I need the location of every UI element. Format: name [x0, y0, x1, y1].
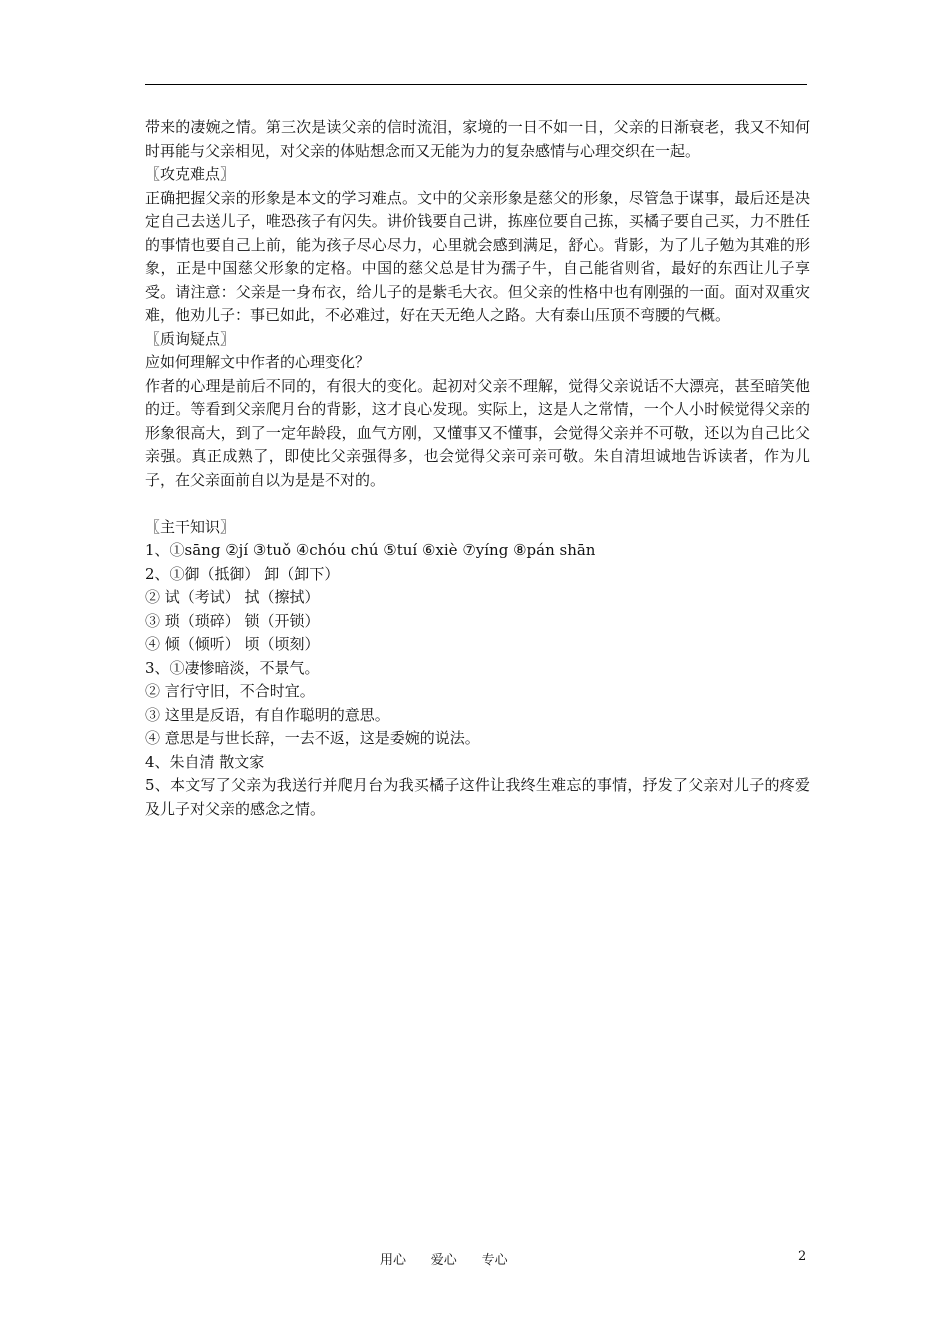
difficulty-heading: 〖攻克难点〗: [145, 165, 236, 183]
knowledge-line-5: ④ 倾（倾听） 顷（顷刻）: [145, 635, 320, 653]
question-text: 应如何理解文中作者的心理变化？: [145, 353, 371, 371]
knowledge-line-3: ② 试（考试） 拭（擦拭）: [145, 588, 320, 606]
blank-line: [145, 492, 810, 516]
knowledge-line-6: 3、①凄惨暗淡，不景气。: [145, 658, 320, 677]
knowledge-line-9: ④ 意思是与世长辞，一去不返，这是委婉的说法。: [145, 729, 480, 747]
knowledge-line-10: 4、朱自清 散文家: [145, 752, 265, 771]
knowledge-line-4: ③ 琐（琐碎） 锁（开锁）: [145, 611, 320, 630]
knowledge-line-1: 1、①sāng ②jí ③tuǒ ④chóu chú ⑤tuí ⑥xiè ⑦yíng ⑧pán shān: [145, 541, 596, 559]
knowledge-line-8: ③ 这里是反语，有自作聪明的意思。: [145, 705, 390, 724]
knowledge-line-7: ② 言行守旧，不合时宜。: [145, 682, 315, 700]
question-heading: 〖质询疑点〗: [145, 329, 236, 348]
difficulty-paragraph: 正确把握父亲的形象是本文的学习难点。文中的父亲形象是慈父的形象，尽管急于谋事，最后还是决定自己去送儿子，唯恐孩子有闪失。讲价钱要自己讲，拣座位要自己拣，买橘子要自己买，力不胜任的事情也要自己上前，能为孩子尽心尽力，心里就会感到满足，舒心。背影，为了儿子勉为其难的形象，正是中国慈父形象的定格。中国的慈父总是甘为孺子牛，自己能省则省，最好的东西让儿子享受。请注意：父亲是一身布衣，给儿子的是紫毛大衣。但父亲的性格中也有刚强的一面。面对双重灾难，他劝儿子：事已如此，不必难过，好在天无绝人之路。大有泰山压顶不弯腰的气概。: [145, 188, 810, 324]
knowledge-line-2: 2、①御（抵御） 卸（卸下）: [145, 564, 340, 583]
intro-paragraph-end: 带来的凄婉之情。第三次是读父亲的信时流泪，家境的一日不如一日，父亲的日渐衰老，我又不知何时再能与父亲相见，对父亲的体贴想念而又无能为力的复杂感情与心理交织在一起。: [145, 118, 810, 160]
page-number: 2: [798, 1249, 807, 1264]
document-body: [145, 116, 810, 821]
footer-motto: 用心 爱心 专心: [380, 1253, 508, 1268]
page-footer: [0, 1249, 950, 1269]
header-rule: [145, 84, 807, 85]
knowledge-heading: 〖主干知识〗: [145, 517, 236, 536]
answer-paragraph: 作者的心理是前后不同的，有很大的变化。起初对父亲不理解，觉得父亲说话不大漂亮，甚至暗笑他的迂。等看到父亲爬月台的背影，这才良心发现。实际上，这是人之常情，一个人小时候觉得父亲的形象很高大，到了一定年龄段，血气方刚，又懂事又不懂事，会觉得父亲并不可敬，还以为自己比父亲强。真正成熟了，即使比父亲强得多，也会觉得父亲可亲可敬。朱自清坦诚地告诉读者，作为儿子，在父亲面前自以为是是不对的。: [145, 376, 810, 489]
knowledge-item-5: 5、本文写了父亲为我送行并爬月台为我买橘子这件让我终生难忘的事情，抒发了父亲对儿子的疼爱及儿子对父亲的感念之情。: [145, 776, 810, 818]
